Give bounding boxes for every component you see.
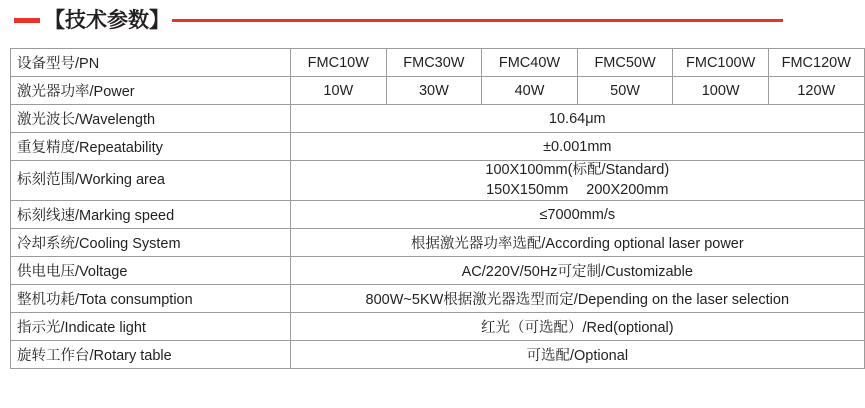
row-value: 10.64μm: [291, 105, 865, 133]
working-area-option-150: 150X150mm: [486, 181, 569, 198]
row-value: 40W: [482, 77, 578, 105]
row-value: AC/220V/50Hz可定制/Customizable: [291, 257, 865, 285]
row-label: 整机功耗/Tota consumption: [11, 285, 291, 313]
row-label: 重复精度/Repeatability: [11, 133, 291, 161]
row-value: 红光（可选配）/Red(optional): [291, 313, 865, 341]
model-column-header: FMC50W: [577, 49, 673, 77]
row-label: 冷却系统/Cooling System: [11, 229, 291, 257]
row-label: 激光器功率/Power: [11, 77, 291, 105]
header-accent-bar: [14, 18, 40, 23]
working-area-line-2: [297, 181, 858, 201]
row-value: 100W: [673, 77, 769, 105]
row-value: 可选配/Optional: [291, 341, 865, 369]
model-column-header: FMC30W: [386, 49, 482, 77]
model-column-header: FMC40W: [482, 49, 578, 77]
row-value: ±0.001mm: [291, 133, 865, 161]
spec-table-wrap: [0, 40, 851, 369]
row-value: 10W: [291, 77, 387, 105]
table-row: [11, 161, 865, 201]
table-row: [11, 77, 865, 105]
working-area-option-200: 200X200mm: [586, 181, 669, 198]
row-label: 标刻范围/Working area: [11, 161, 291, 201]
table-row: [11, 105, 865, 133]
table-row: [11, 285, 865, 313]
page-title: 【技术参数】: [44, 8, 170, 32]
row-label: 供电电压/Voltage: [11, 257, 291, 285]
row-value: 800W~5KW根据激光器选型而定/Depending on the laser selection: [291, 285, 865, 313]
table-header-label: 设备型号/PN: [11, 49, 291, 77]
section-header: [0, 0, 783, 40]
table-row: [11, 133, 865, 161]
row-value: [291, 161, 865, 201]
table-row: [11, 341, 865, 369]
working-area-line-1: 100X100mm(标配/Standard): [485, 162, 670, 178]
row-value: ≤7000mm/s: [291, 201, 865, 229]
row-label: 标刻线速/Marking speed: [11, 201, 291, 229]
row-value: 根据激光器功率选配/According optional laser power: [291, 229, 865, 257]
model-column-header: FMC120W: [768, 49, 864, 77]
table-row: [11, 257, 865, 285]
header-accent-rule: [172, 19, 783, 22]
table-row: [11, 229, 865, 257]
model-column-header: FMC100W: [673, 49, 769, 77]
row-value: 120W: [768, 77, 864, 105]
row-label: 指示光/Indicate light: [11, 313, 291, 341]
spec-table: [10, 48, 865, 369]
table-header-row: [11, 49, 865, 77]
row-value: 50W: [577, 77, 673, 105]
table-row: [11, 201, 865, 229]
model-column-header: FMC10W: [291, 49, 387, 77]
row-value: 30W: [386, 77, 482, 105]
table-row: [11, 313, 865, 341]
row-label: 旋转工作台/Rotary table: [11, 341, 291, 369]
row-label: 激光波长/Wavelength: [11, 105, 291, 133]
